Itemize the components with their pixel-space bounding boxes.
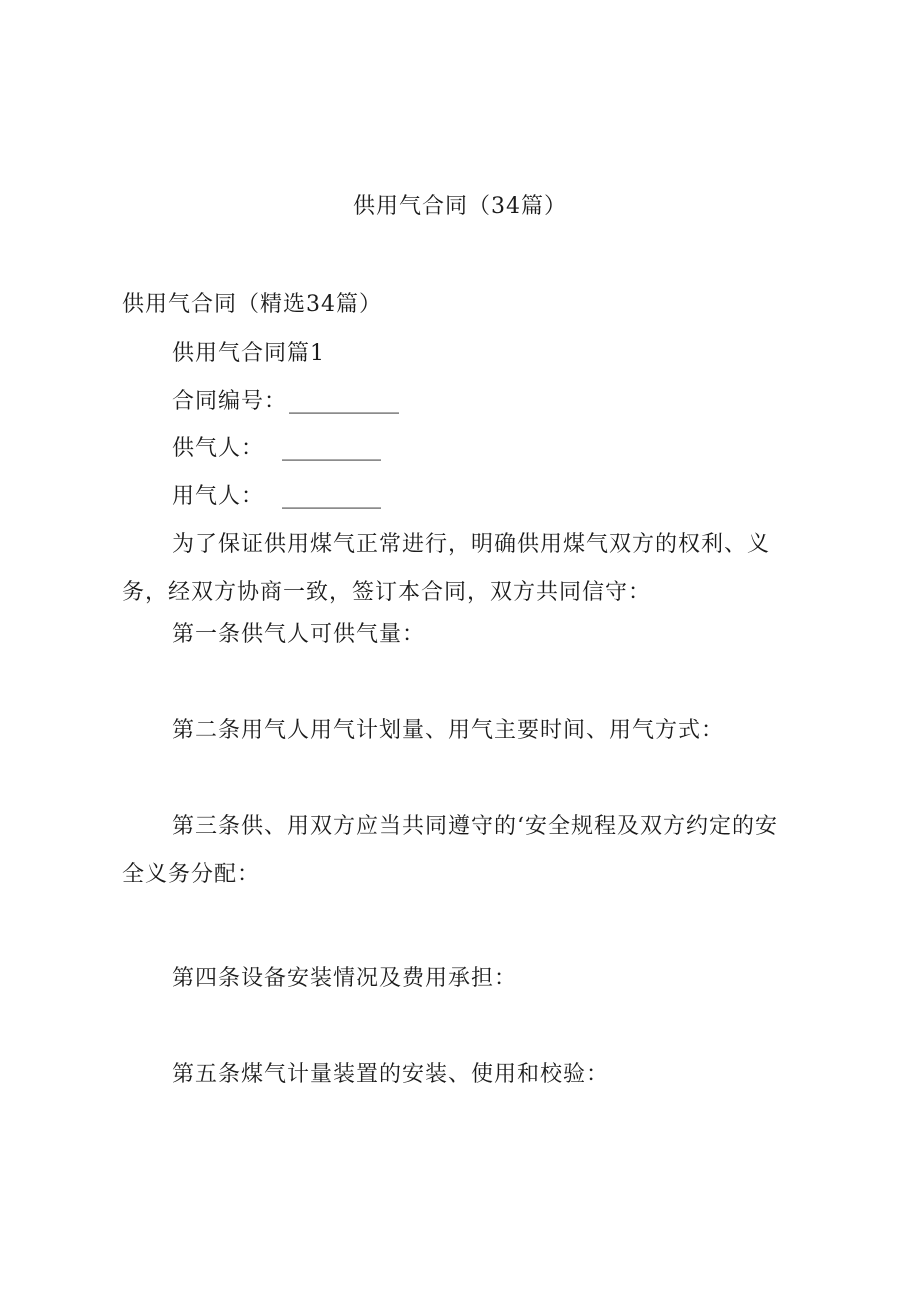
- document-subtitle: 供用气合同（精选34篇）: [122, 292, 382, 317]
- supplier-blank: _________: [282, 436, 382, 461]
- consumer-field: [172, 483, 381, 511]
- intro-paragraph: 为了保证供用煤气正常进行，明确供用煤气双方的权利、义务，经双方协商一致，签订本合同，双方共同信守：: [122, 532, 771, 605]
- consumer-blank: _________: [282, 484, 382, 509]
- document-title: 供用气合同（34篇）: [353, 194, 567, 219]
- article-2: 第二条用气人用气计划量、用气主要时间、用气方式：: [172, 718, 725, 743]
- consumer-label: 用气人：: [172, 484, 265, 509]
- contract-number-blank: __________: [289, 389, 400, 414]
- section-heading: 供用气合同篇1: [172, 341, 325, 366]
- article-1: 第一条供气人可供气量：: [172, 622, 426, 647]
- supplier-field: [172, 435, 381, 463]
- supplier-label: 供气人：: [172, 436, 265, 461]
- contract-number-field: [172, 388, 399, 416]
- article-3: 第三条供、用双方应当共同遵守的‘安全规程及双方约定的安全义务分配：: [122, 814, 778, 887]
- article-5: 第五条煤气计量装置的安装、使用和校验：: [172, 1062, 610, 1087]
- article-4: 第四条设备安装情况及费用承担：: [172, 966, 518, 991]
- contract-number-label: 合同编号：: [172, 389, 288, 414]
